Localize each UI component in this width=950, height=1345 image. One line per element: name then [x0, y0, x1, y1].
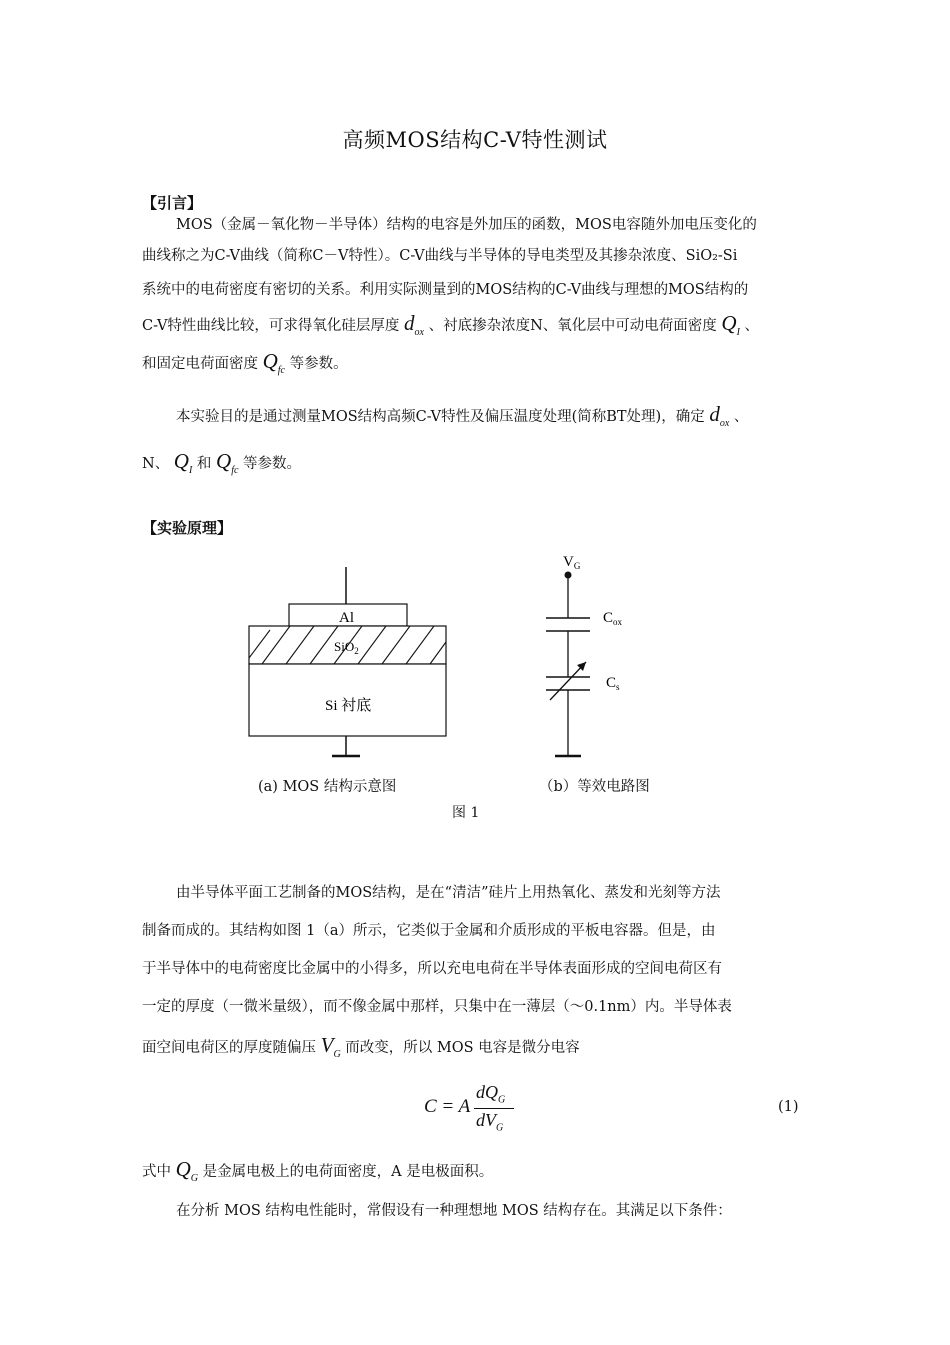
body-line-1: 由半导体平面工艺制备的MOS结构，是在“清洁”硅片上用热氧化、蒸发和光刻等方法: [176, 885, 721, 901]
body-line-7: 在分析 MOS 结构电性能时，常假设有一种理想地 MOS 结构存在。其满足以下条件：: [176, 1203, 732, 1219]
intro-p3a: N、: [142, 456, 170, 472]
caption-a: (a) MOS 结构示意图: [258, 779, 397, 795]
body-line-6a: 式中: [142, 1164, 171, 1180]
symbol-QI: $Q_I$: [173, 449, 193, 477]
symbol-Qfc: $Q_{fc}$: [216, 449, 239, 477]
mos-structure-diagram: [249, 567, 446, 756]
body-line-6b: 是金属电极上的电荷面密度，A 是电极面积。: [202, 1164, 494, 1180]
symbol-QG: $Q_G$: [175, 1157, 199, 1185]
intro-line-4b: 、衬底掺杂浓度N、氧化层中可动电荷面密度: [428, 318, 717, 334]
body-line-3: 于半导体中的电荷密度比金属中的小得多，所以充电电荷在半导体表面形成的空间电荷区有: [142, 961, 722, 977]
body-line-6: [142, 1157, 493, 1184]
principle-heading: 【实验原理】: [142, 519, 233, 537]
body-line-5b: 而改变，所以 MOS 电容是微分电容: [345, 1040, 580, 1056]
si-label: Si 衬底: [325, 698, 372, 714]
vg-label: $V_G$: [563, 554, 581, 571]
cox-label: $C_{ox}$: [603, 610, 623, 627]
intro-line-3: 系统中的电荷密度有密切的关系。利用实际测量到的MOS结构的C-V曲线与理想的MOS结构的: [142, 282, 749, 298]
intro-p3b: 和: [196, 456, 212, 472]
intro-line-4a: C-V特性曲线比较，可求得氧化硅层厚度: [142, 318, 400, 334]
symbol-d: $d_{ox}$: [404, 311, 424, 339]
page-title: 高频MOS结构C-V特性测试: [342, 128, 608, 152]
body-line-4: 一定的厚度（一微米量级），而不像金属中那样，只集中在一薄层（～0.1nm）内。半导体表: [142, 999, 732, 1015]
equivalent-circuit-diagram: [546, 554, 623, 756]
symbol-Qfc: $Q_{fc}$: [262, 349, 285, 377]
al-label: Al: [339, 610, 354, 626]
body-line-5a: 面空间电荷区的厚度随偏压: [142, 1040, 316, 1056]
symbol-VG: $V_G$: [320, 1033, 341, 1061]
fraction-bar: [474, 1108, 514, 1109]
intro-line-2: 曲线称之为C-V曲线（简称C－V特性）。C-V曲线与半导体的导电类型及其掺杂浓度、SiO₂-Si: [142, 248, 738, 264]
equation-lhs: C = A: [424, 1096, 471, 1117]
intro-line-5b: 等参数。: [289, 356, 348, 372]
symbol-d: $d_{ox}$: [709, 402, 730, 430]
intro-p3c: 等参数。: [243, 456, 302, 472]
symbol-QI: $Q_I$: [721, 311, 740, 339]
equation-denominator: $dV_G$: [476, 1110, 504, 1134]
intro-line-1: MOS（金属－氧化物－半导体）结构的电容是外加压的函数，MOS电容随外加电压变化的: [176, 217, 757, 233]
figure-label: 图 1: [452, 805, 480, 821]
caption-b: （b）等效电路图: [539, 779, 650, 795]
intro-line-4c: 、: [744, 318, 760, 334]
equation-numerator: $dQ_G$: [476, 1082, 506, 1106]
sio2-label: SiO$_2$: [334, 639, 359, 656]
intro-p2b: 、: [733, 409, 749, 425]
body-line-5: [142, 1033, 580, 1060]
equation-number: (1): [778, 1099, 799, 1115]
intro-heading: 【引言】: [142, 194, 203, 212]
equation-1: [424, 1083, 554, 1143]
body-line-2: 制备而成的。其结构如图 1（a）所示，它类似于金属和介质形成的平板电容器。但是，由: [142, 923, 716, 939]
intro-p2a: 本实验目的是通过测量MOS结构高频C-V特性及偏压温度处理(简称BT处理)，确定: [176, 409, 705, 425]
cs-label: $C_s$: [606, 675, 620, 692]
intro-line-5a: 和固定电荷面密度: [142, 356, 258, 372]
